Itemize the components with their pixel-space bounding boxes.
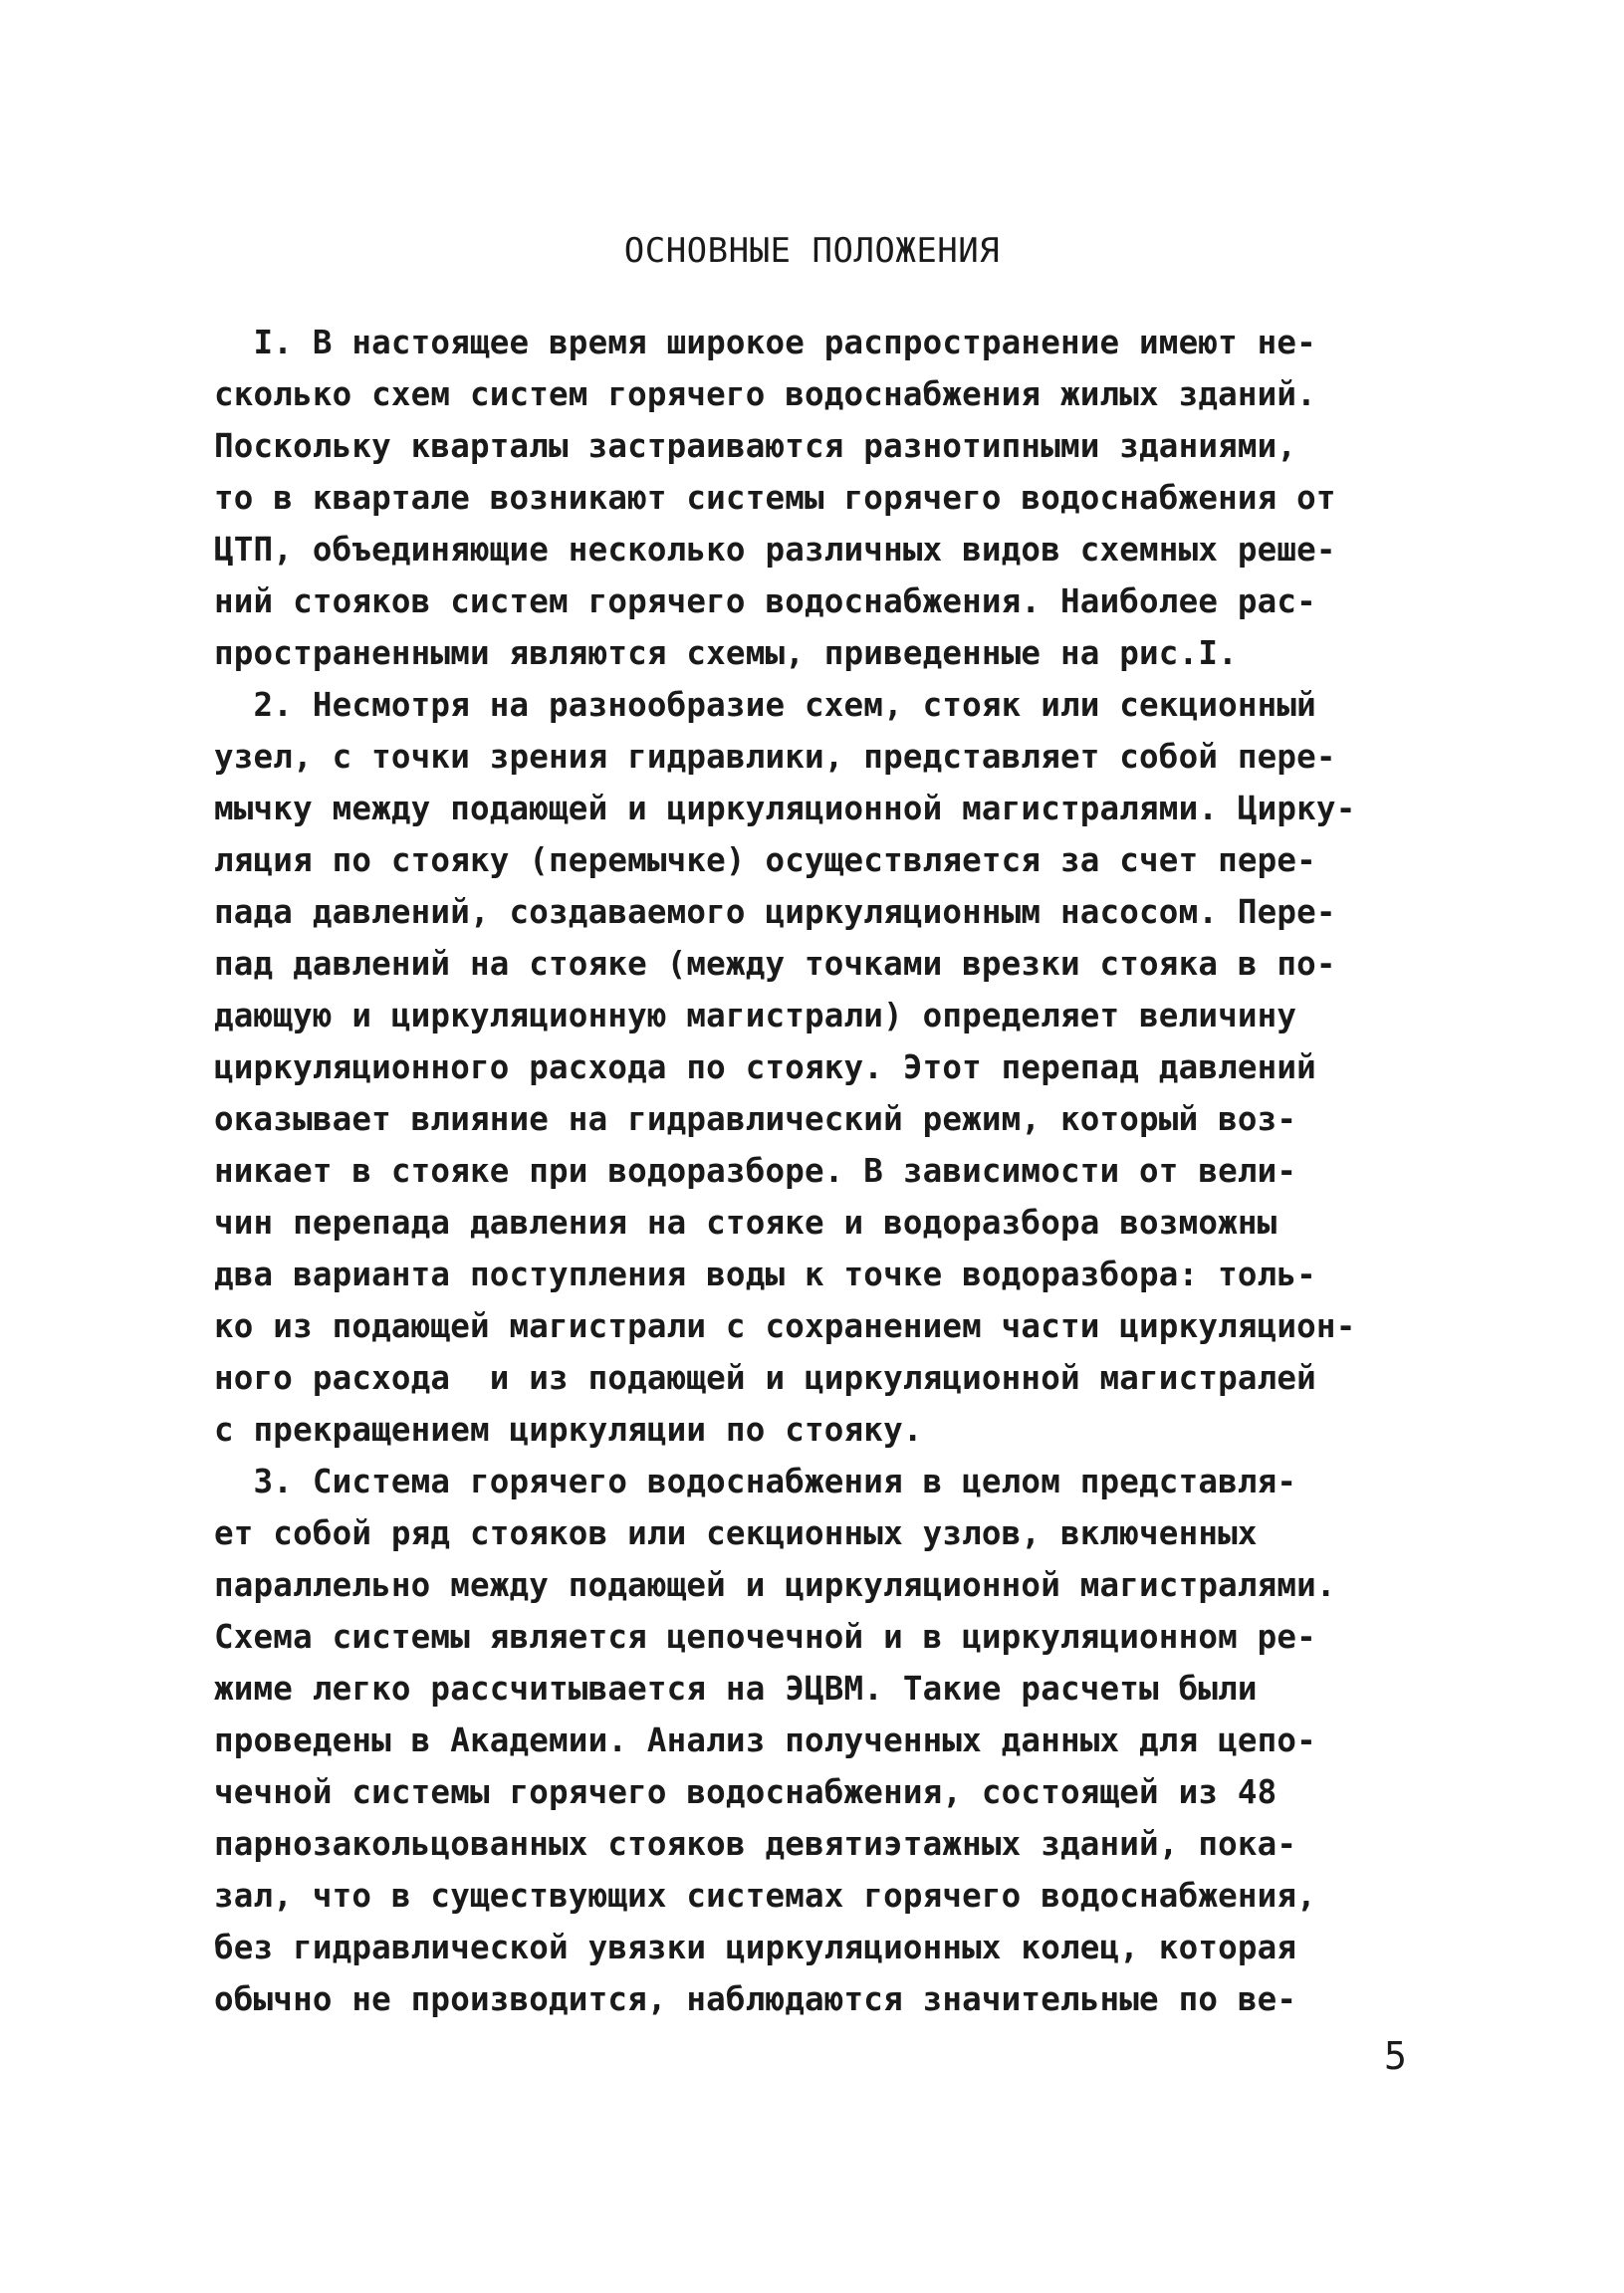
text-line: обычно не производится, наблюдаются значительные по ве- [214,1980,1297,2018]
text-line: жиме легко рассчитывается на ЭЦВМ. Такие расчеты были [214,1670,1258,1708]
text-line: с прекращением циркуляции по стояку. [214,1411,923,1449]
text-line: пад давлений на стояке (между точками врезки стояка в по- [214,945,1336,983]
text-line: узел, с точки зрения гидравлики, представляет собой пере- [214,738,1336,776]
text-line: чечной системы горячего водоснабжения, состоящей из 48 [214,1773,1277,1811]
text-line: ко из подающей магистрали с сохранением части циркуляцион- [214,1307,1356,1345]
text-line: I. В настоящее время широкое распространение имеют не- [214,324,1316,361]
text-line: ЦТП, объединяющие несколько различных видов схемных реше- [214,531,1336,569]
text-line: проведены в Академии. Анализ полученных данных для цепо- [214,1721,1316,1759]
text-line: ляция по стояку (перемычке) осуществляется за счет пере- [214,841,1316,879]
text-line: циркуляционного расхода по стояку. Этот перепад давлений [214,1048,1316,1086]
page-number: 5 [1384,2034,1407,2078]
section-heading: ОСНОВНЫЕ ПОЛОЖЕНИЯ [623,231,1001,271]
text-line: Схема системы является цепочечной и в циркуляционном ре- [214,1618,1316,1656]
text-line: параллельно между подающей и циркуляционной магистралями. [214,1566,1336,1604]
text-line: никает в стояке при водоразборе. В зависимости от вели- [214,1152,1297,1190]
text-line: оказывает влияние на гидравлический режим, который воз- [214,1100,1297,1138]
text-line: чин перепада давления на стояке и водоразбора возможны [214,1204,1277,1242]
text-line: парнозакольцованных стояков девятиэтажных зданий, пока- [214,1825,1297,1863]
text-line: ет собой ряд стояков или секционных узлов, включенных [214,1514,1258,1552]
text-line: мычку между подающей и циркуляционной магистралями. Цирку- [214,790,1356,827]
text-line: пространенными являются схемы, приведенные на рис.I. [214,634,1238,672]
text-line: сколько схем систем горячего водоснабжения жилых зданий. [214,375,1316,413]
text-line: 3. Система горячего водоснабжения в целом представля- [214,1463,1297,1500]
text-line: два варианта поступления воды к точке водоразбора: толь- [214,1256,1316,1293]
text-line: 2. Несмотря на разнообразие схем, стояк или секционный [214,686,1316,724]
text-line: зал, что в существующих системах горячего водоснабжения, [214,1877,1316,1915]
text-line: то в квартале возникают системы горячего водоснабжения от [214,479,1336,517]
text-line: без гидравлической увязки циркуляционных колец, которая [214,1929,1297,1966]
body-text [214,317,1439,2025]
text-line: ний стояков систем горячего водоснабжения. Наиболее рас- [214,582,1316,620]
text-line: пада давлений, создаваемого циркуляционным насосом. Пере- [214,893,1336,931]
text-line: Поскольку кварталы застраиваются разнотипными зданиями, [214,427,1297,465]
text-line: ного расхода и из подающей и циркуляционной магистралей [214,1359,1316,1397]
text-line: дающую и циркуляционную магистрали) определяет величину [214,997,1297,1034]
